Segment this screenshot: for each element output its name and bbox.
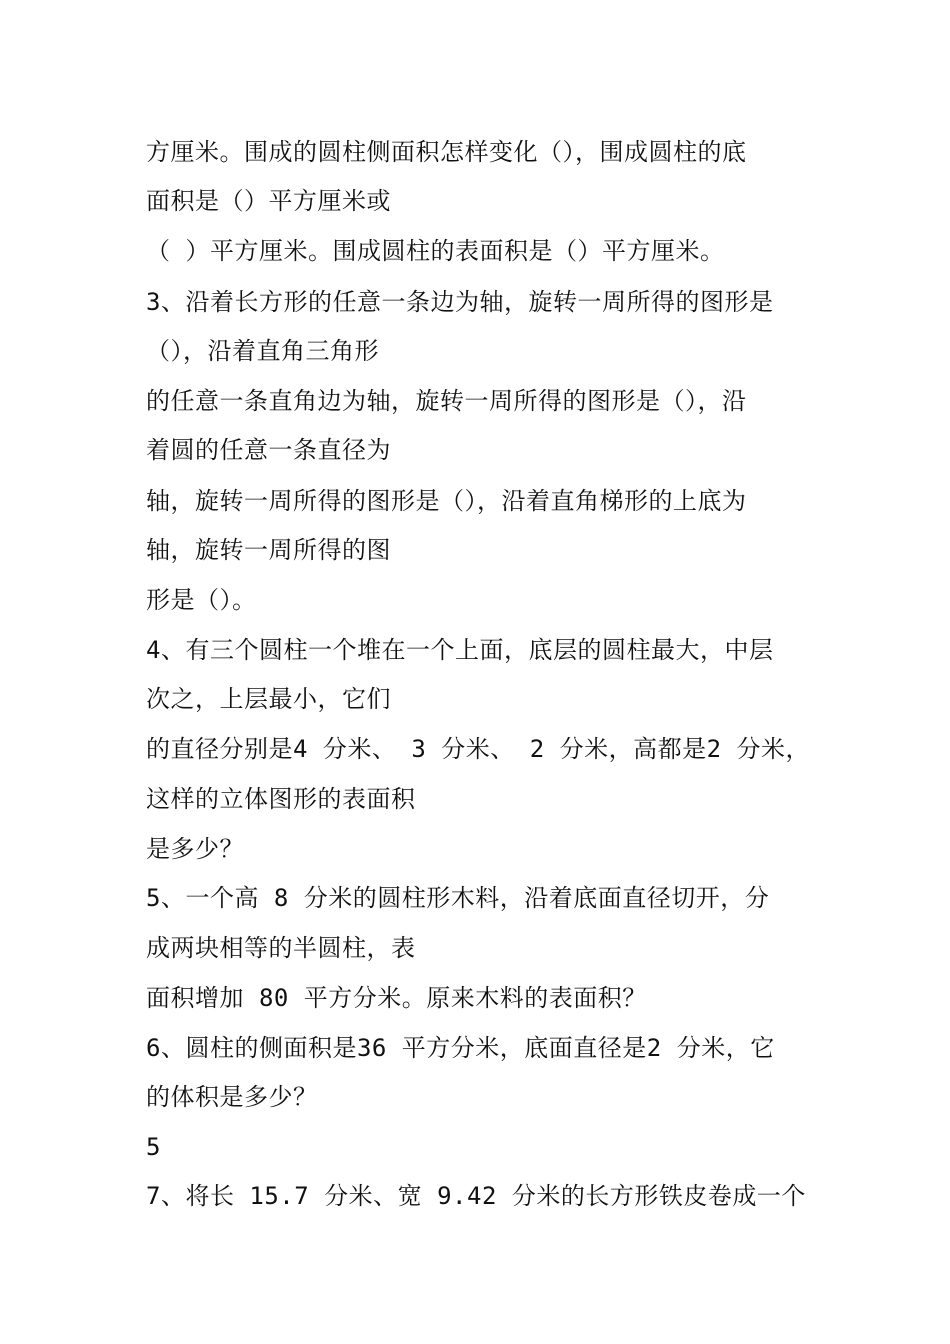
question-7-line: 7、将长 15.7 分米、宽 9.42 分米的长方形铁皮卷成一个 <box>146 1182 806 1210</box>
text-line: 成两块相等的半圆柱，表 <box>146 934 416 962</box>
text-line: （），沿着直角三角形 <box>146 337 379 365</box>
text-line: 的任意一条直角边为轴，旋转一周所得的图形是（），沿 <box>146 387 747 415</box>
text-line: 形是（）。 <box>146 586 257 614</box>
text-line: 方厘米。围成的圆柱侧面积怎样变化（），围成圆柱的底 <box>146 138 747 166</box>
page-number: 5 <box>146 1133 161 1161</box>
text-line: 的体积是多少？ <box>146 1083 318 1111</box>
question-5-line: 5、一个高 8 分米的圆柱形木料，沿着底面直径切开，分 <box>146 884 770 912</box>
question-4-line: 4、有三个圆柱一个堆在一个上面，底层的圆柱最大，中层 <box>146 636 774 664</box>
text-line: 面积是（）平方厘米或 <box>146 187 391 215</box>
question-6-line: 6、圆柱的侧面积是36 平方分米，底面直径是2 分米，它 <box>146 1034 775 1062</box>
text-line: 次之，上层最小，它们 <box>146 685 391 713</box>
text-line: 轴，旋转一周所得的图形是（），沿着直角梯形的上底为 <box>146 487 747 515</box>
text-line: 是多少？ <box>146 835 244 863</box>
text-line: 的直径分别是4 分米、 3 分米、 2 分米，高都是2 分米， <box>146 735 810 763</box>
text-line: 面积增加 80 平方分米。原来木料的表面积？ <box>146 984 647 1012</box>
text-line: （ ）平方厘米。围成圆柱的表面积是（）平方厘米。 <box>146 237 725 265</box>
text-line: 轴，旋转一周所得的图 <box>146 536 391 564</box>
question-3-line: 3、沿着长方形的任意一条边为轴，旋转一周所得的图形是 <box>146 288 774 316</box>
text-line: 这样的立体图形的表面积 <box>146 785 416 813</box>
text-line: 着圆的任意一条直径为 <box>146 436 391 464</box>
